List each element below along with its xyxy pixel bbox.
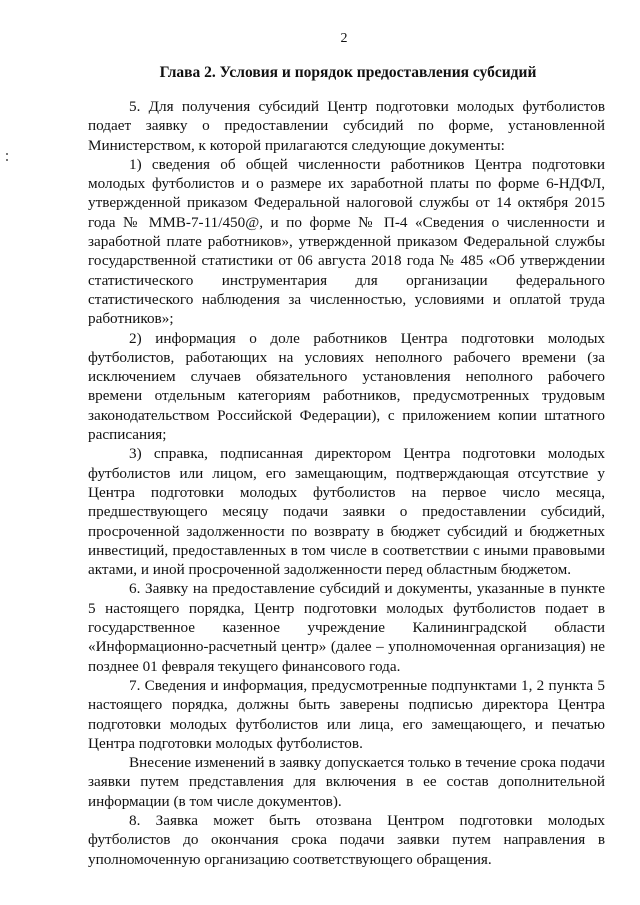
paragraph-7-amendments: Внесение изменений в заявку допускается только в течение срока подачи заявки путем представления для включения в ее состав дополнительной информации (в том числе документов). xyxy=(88,754,605,810)
paragraph-5-item-3: 3) справка, подписанная директором Центра подготовки молодых футболистов или лицом, его замещающим, подтверждающая отсутствие у Центра подготовки молодых футболистов на первое число месяца, предшествующего месяцу подачи заявки о предоставлении субсидий, просроченной задолженности по возврату в бюджет субсидий и бюджетных инвестиций, предоставленных в том числе в соответствии с иными правовыми актами, и иной просроченной задолженности перед областным бюджетом. xyxy=(88,445,605,579)
paragraph-5: 5. Для получения субсидий Центр подготовки молодых футболистов подает заявку о предоставлении субсидий по форме, установленной Министерством, к которой прилагаются следующие документы: xyxy=(88,98,605,154)
document-body xyxy=(88,97,605,869)
scan-margin-mark xyxy=(6,159,8,161)
paragraph-5-item-1: 1) сведения об общей численности работников Центра подготовки молодых футболистов и о размере их заработной платы по форме 6-НДФЛ, утвержденной приказом Федеральной налоговой службы от 14 октября 2015 года № ММВ-7-11/450@, и по форме № П-4 «Сведения о численности и заработной плате работников», утвержденной приказом Федеральной службы государственной статистики от 06 августа 2018 года № 485 «Об утверждении статистического инструментария для организации федерального статистического наблюдения за численностью, условиями и оплатой труда работников»; xyxy=(88,155,605,328)
scan-margin-mark xyxy=(6,153,8,155)
paragraph-7: 7. Сведения и информация, предусмотренные подпунктами 1, 2 пункта 5 настоящего порядка, должны быть заверены подписью директора Центра подготовки молодых футболистов или лица, его замещающего, и печатью Центра подготовки молодых футболистов. xyxy=(88,676,605,752)
paragraph-8: 8. Заявка может быть отозвана Центром подготовки молодых футболистов до окончания срока подачи заявки путем направления в уполномоченную организацию соответствующего обращения. xyxy=(88,811,605,868)
page-number: 2 xyxy=(340,31,348,46)
paragraph-6: 6. Заявку на предоставление субсидий и документы, указанные в пункте 5 настоящего порядка, Центр подготовки молодых футболистов подает в государственное казенное учреждение Калининградской области «Информационно-расчетный центр» (далее – уполномоченная организация) не позднее 01 февраля текущего финансового года. xyxy=(88,580,605,675)
chapter-title: Глава 2. Условия и порядок предоставления субсидий xyxy=(159,64,537,81)
paragraph-5-item-2: 2) информация о доле работников Центра подготовки молодых футболистов, работающих на условиях неполного рабочего времени (за исключением случаев обязательного установления неполного рабочего времени отдельным категориям работников, предусмотренных трудовым законодательством Российской Федерации), с приложением копии штатного расписания; xyxy=(88,329,605,444)
